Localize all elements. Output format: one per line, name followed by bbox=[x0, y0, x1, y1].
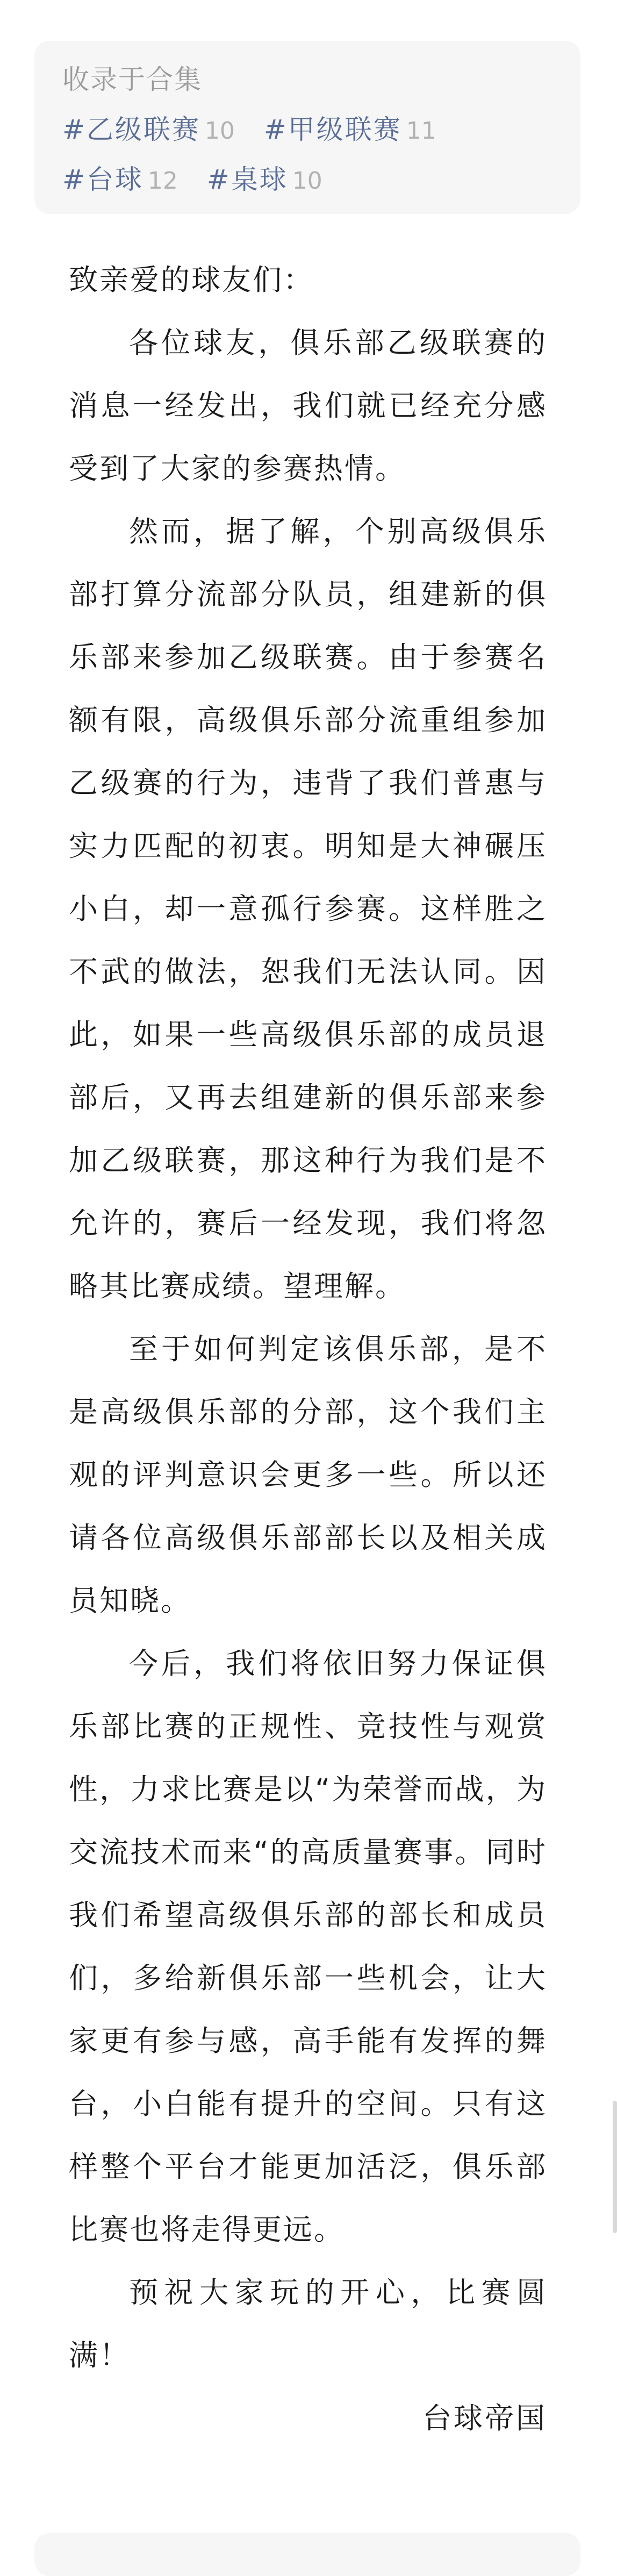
tag-link[interactable] bbox=[264, 105, 436, 155]
tag-link[interactable] bbox=[62, 105, 235, 155]
tag-count: 10 bbox=[292, 167, 322, 195]
tag-count: 12 bbox=[147, 167, 178, 195]
collection-tags bbox=[62, 105, 554, 205]
article-paragraph: 然而，据了解，个别高级俱乐部打算分流部分队员，组建新的俱乐部来参加乙级联赛。由于参赛名额有限，高级俱乐部分流重组参加乙级赛的行为，违背了我们普惠与实力匹配的初衷。明知是大神碾压小白，却一意孤行参赛。这样胜之不武的做法，恕我们无法认同。因此，如果一些高级俱乐部的成员退部后，又再去组建新的俱乐部来参加乙级联赛，那这种行为我们是不允许的，赛后一经发现，我们将忽略其比赛成绩。望理解。 bbox=[69, 514, 547, 1303]
article-paragraph: 各位球友，俱乐部乙级联赛的消息一经发出，我们就已经充分感受到了大家的参赛热情。 bbox=[69, 326, 547, 485]
article-signature: 台球帝国 bbox=[422, 2401, 547, 2435]
tag-name: #甲级联赛 bbox=[263, 114, 402, 145]
tag-count: 10 bbox=[204, 117, 235, 145]
article-paragraph: 预祝大家玩的开心，比赛圆满！ bbox=[69, 2276, 547, 2372]
article-greeting: 致亲爱的球友们： bbox=[69, 263, 314, 297]
scrollbar-thumb[interactable] bbox=[613, 2101, 617, 2233]
next-card-partial bbox=[34, 2533, 580, 2576]
collection-card bbox=[34, 41, 580, 214]
tag-name: #乙级联赛 bbox=[62, 114, 200, 145]
tag-count: 11 bbox=[406, 117, 436, 145]
article-paragraph: 今后，我们将依旧努力保证俱乐部比赛的正规性、竞技性与观赏性，力求比赛是以“为荣誉而战，为交流技术而来“的高质量赛事。同时我们希望高级俱乐部的部长和成员们，多给新俱乐部一些机会，让大家更有参与感，高手能有发挥的舞台，小白能有提升的空间。只有这样整个平台才能更加活泛，俱乐部比赛也将走得更远。 bbox=[69, 1647, 547, 2246]
tag-name: #台球 bbox=[62, 164, 144, 195]
tag-link[interactable] bbox=[62, 155, 178, 205]
tag-name: #桌球 bbox=[206, 164, 288, 195]
article-paragraph: 至于如何判定该俱乐部，是不是高级俱乐部的分部，这个我们主观的评判意识会更多一些。所以还请各位高级俱乐部部长以及相关成员知晓。 bbox=[69, 1332, 547, 1618]
collection-title: 收录于合集 bbox=[62, 64, 202, 95]
tag-link[interactable] bbox=[207, 155, 322, 205]
article-body bbox=[69, 248, 547, 2450]
